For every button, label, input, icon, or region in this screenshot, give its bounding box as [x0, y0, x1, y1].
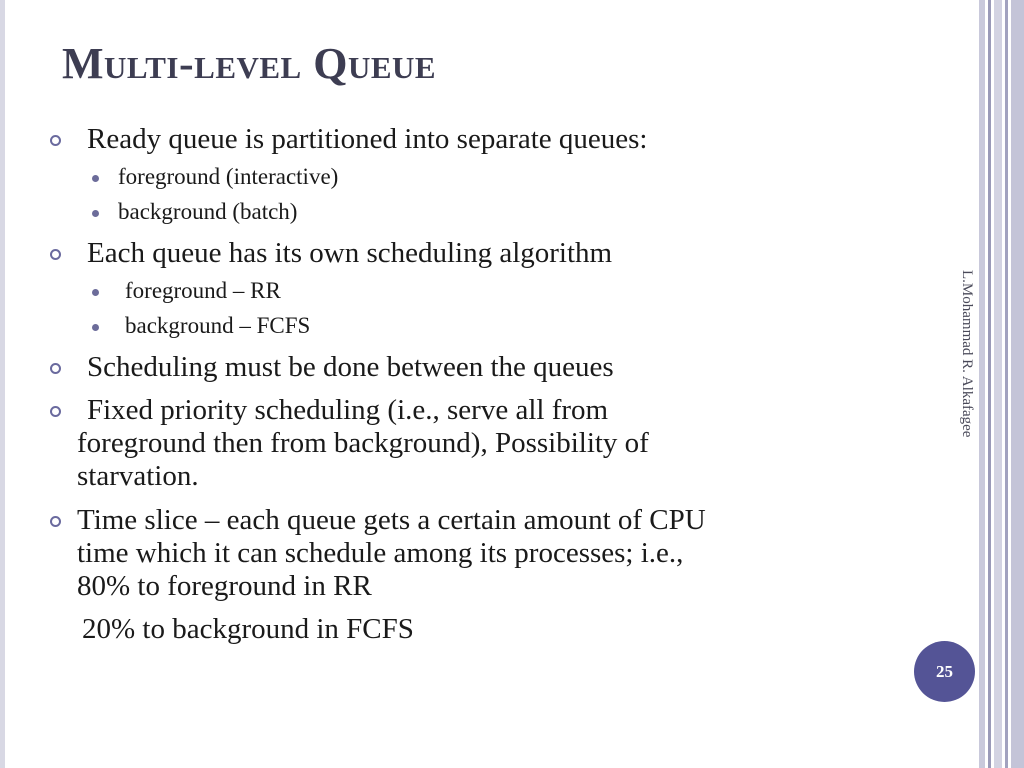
- bullet-text-line: starvation.: [77, 460, 199, 492]
- bullet-text: Scheduling must be done between the queues: [87, 351, 614, 383]
- bullet-text-line: time which it can schedule among its processes; i.e.,: [77, 537, 684, 569]
- continuation-text: 20% to background in FCFS: [82, 613, 414, 645]
- bullet-ring-icon: [50, 363, 61, 374]
- sub-bullet-dot-icon: [92, 175, 99, 182]
- bullet-ring-icon: [50, 249, 61, 260]
- author-credit: L.Mohammad R. Alkafagee: [959, 270, 975, 438]
- decorative-stripe: [979, 0, 985, 768]
- bullet-text: Ready queue is partitioned into separate queues:: [87, 123, 648, 155]
- decorative-stripe: [988, 0, 991, 768]
- bullet-ring-icon: [50, 516, 61, 527]
- decorative-stripe: [1011, 0, 1024, 768]
- sub-bullet-text: foreground – RR: [125, 278, 281, 303]
- bullet-text-line: Fixed priority scheduling (i.e., serve all from: [87, 394, 609, 426]
- bullet-text-line: 80% to foreground in RR: [77, 570, 372, 602]
- bullet-ring-icon: [50, 406, 61, 417]
- slide-title: Multi-level Queue: [62, 39, 437, 88]
- bullet-text: Each queue has its own scheduling algorithm: [87, 237, 613, 269]
- bullet-ring-icon: [50, 135, 61, 146]
- decorative-stripe: [1005, 0, 1008, 768]
- sub-bullet-dot-icon: [92, 324, 99, 331]
- decorative-stripe: [994, 0, 1002, 768]
- bullet-text-line: Time slice – each queue gets a certain amount of CPU: [77, 504, 706, 536]
- sub-bullet-dot-icon: [92, 289, 99, 296]
- left-frame-border: [0, 0, 5, 768]
- page-number-badge: 25: [914, 641, 975, 702]
- sub-bullet-text: foreground (interactive): [118, 164, 339, 189]
- sub-bullet-text: background – FCFS: [125, 313, 311, 338]
- bullet-text-line: foreground then from background), Possibility of: [77, 427, 649, 459]
- sub-bullet-dot-icon: [92, 210, 99, 217]
- sub-bullet-text: background (batch): [118, 199, 298, 224]
